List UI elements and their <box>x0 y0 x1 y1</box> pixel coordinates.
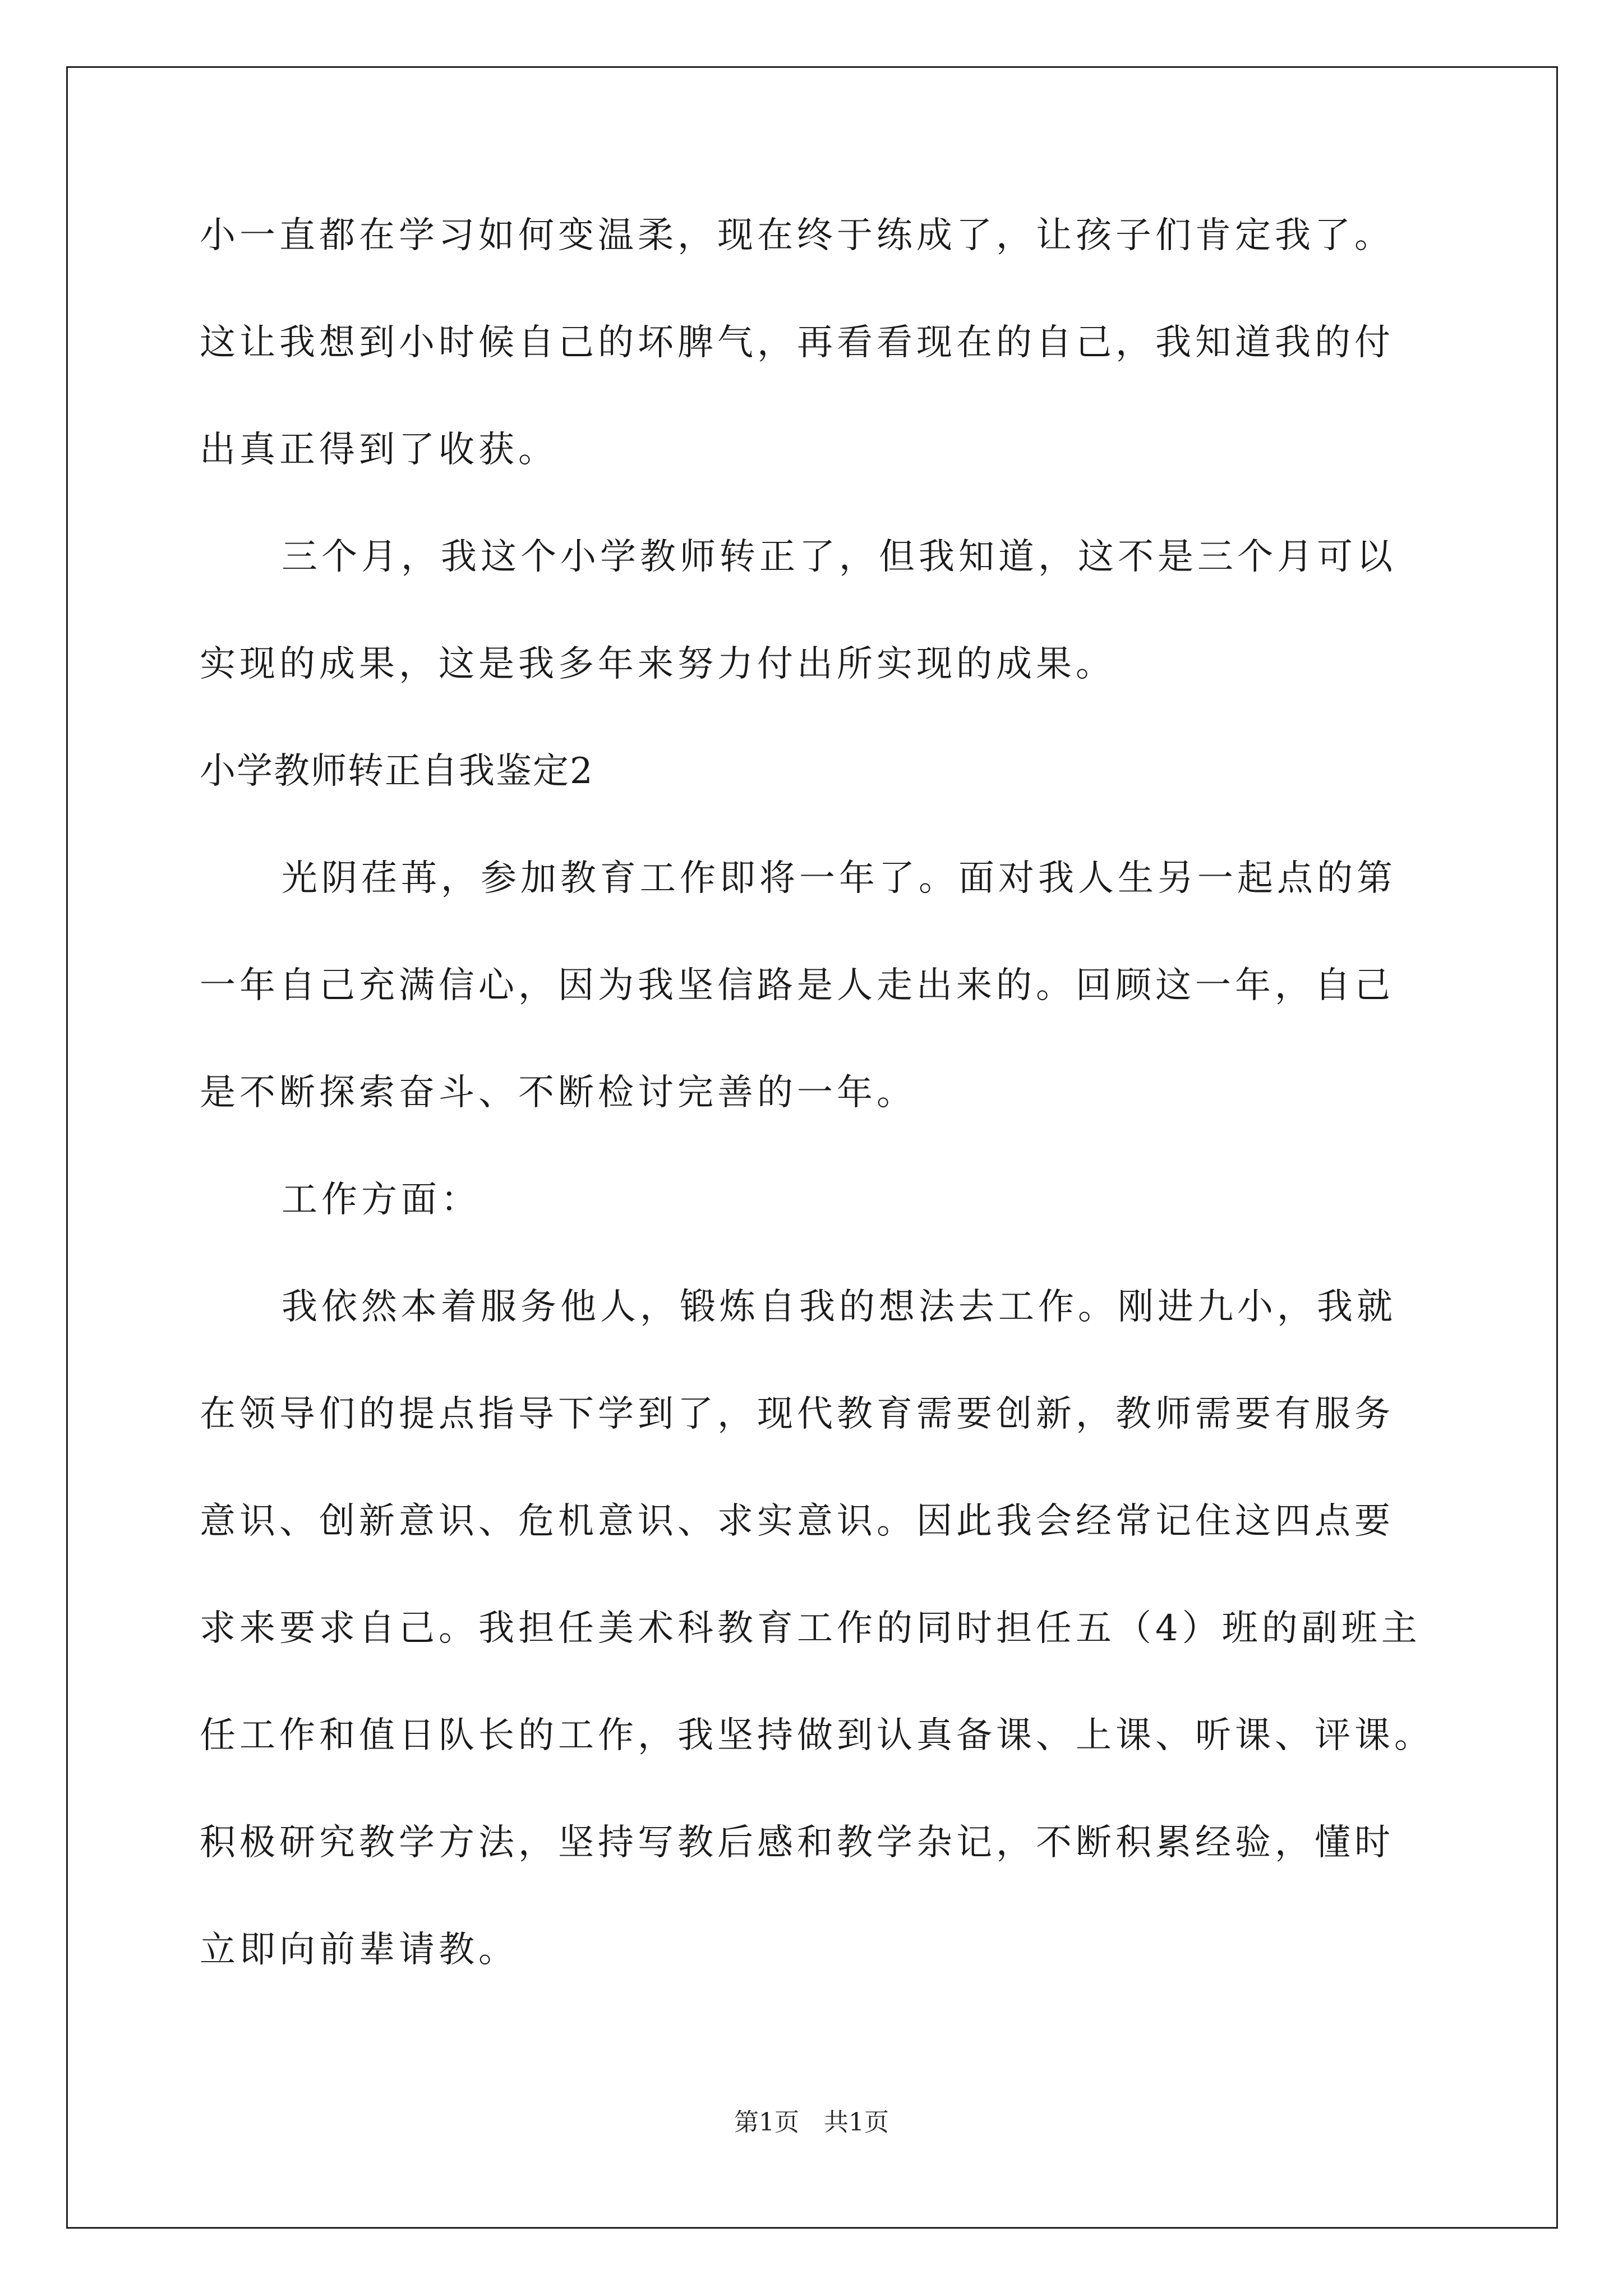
text-line-15: 任工作和值日队长的工作，我坚持做到认真备课、上课、听课、评课。 <box>200 1715 1434 1756</box>
page-number-footer: 第1页 共1页 <box>734 2108 889 2137</box>
text-line-12: 在领导们的提点指导下学到了，现代教育需要创新，教师需要有服务 <box>200 1393 1394 1435</box>
text-line-17: 立即向前辈请教。 <box>200 1929 518 1971</box>
text-line-7: 光阴荏苒，参加教育工作即将一年了。面对我人生另一起点的第 <box>282 858 1396 899</box>
text-line-14: 求来要求自己。我担任美术科教育工作的同时担任五（4）班的副班主 <box>200 1608 1421 1649</box>
text-line-16: 积极研究教学方法，坚持写教后感和教学杂记，不断积累经验，懂时 <box>200 1822 1394 1864</box>
text-line-13: 意识、创新意识、危机意识、求实意识。因此我会经常记住这四点要 <box>200 1501 1394 1542</box>
text-line-11: 我依然本着服务他人，锻炼自我的想法去工作。刚进九小，我就 <box>282 1286 1396 1328</box>
text-line-4: 三个月，我这个小学教师转正了，但我知道，这不是三个月可以 <box>282 536 1396 578</box>
text-line-9: 是不断探索奋斗、不断检讨完善的一年。 <box>200 1072 916 1114</box>
text-line-10: 工作方面： <box>282 1179 481 1221</box>
text-line-2: 这让我想到小时候自己的坏脾气，再看看现在的自己，我知道我的付 <box>200 322 1394 364</box>
section-heading: 小学教师转正自我鉴定2 <box>200 751 594 792</box>
text-line-1: 小一直都在学习如何变温柔，现在终于练成了，让孩子们肯定我了。 <box>200 215 1394 256</box>
text-line-5: 实现的成果，这是我多年来努力付出所实现的成果。 <box>200 643 1115 685</box>
page-border <box>66 66 1558 2229</box>
text-line-8: 一年自己充满信心，因为我坚信路是人走出来的。回顾这一年，自己 <box>200 965 1394 1006</box>
text-line-3: 出真正得到了收获。 <box>200 429 558 471</box>
